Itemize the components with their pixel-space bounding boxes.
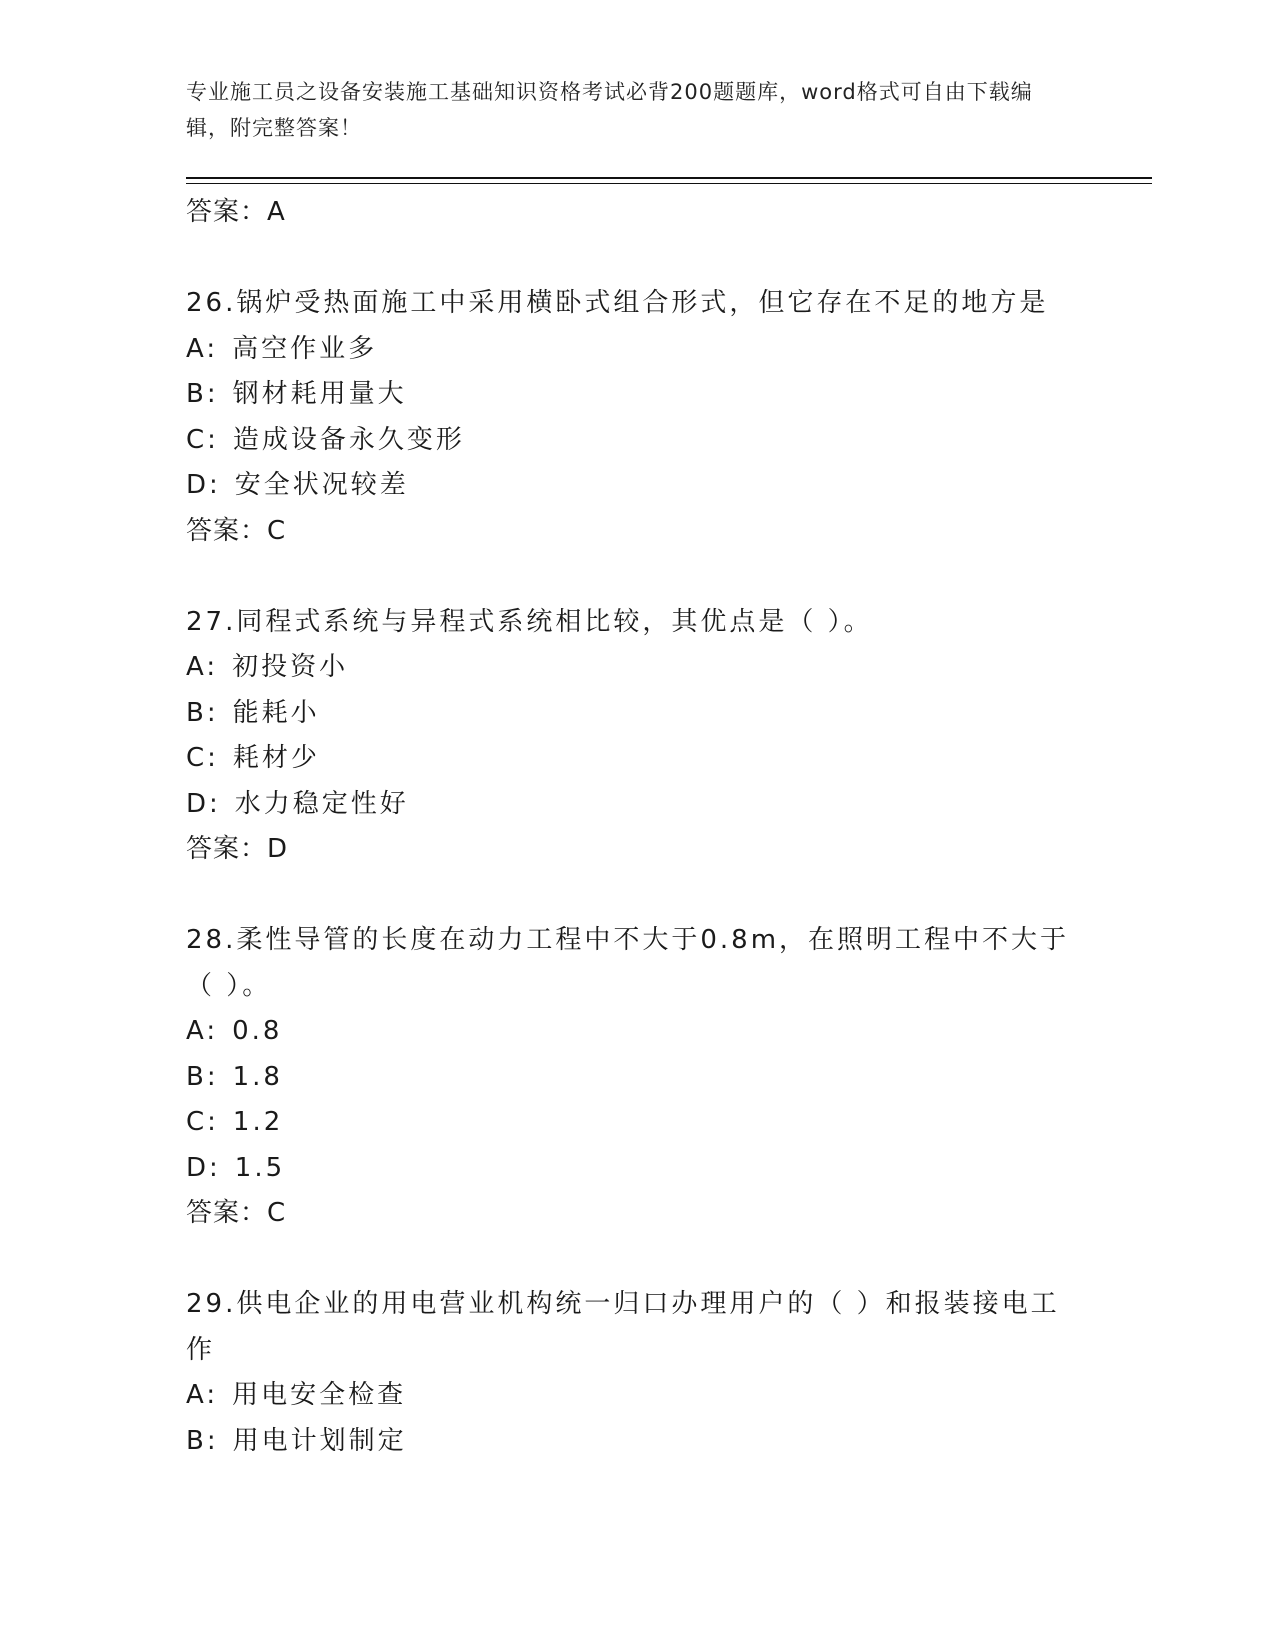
option-text: 用电计划制定 bbox=[232, 1425, 407, 1456]
option-key: A: bbox=[186, 652, 219, 682]
option-key: C: bbox=[186, 743, 219, 773]
option-b bbox=[186, 691, 1086, 737]
answer-line: 答案：D bbox=[186, 834, 289, 864]
question-stem: 27.同程式系统与异程式系统相比较，其优点是（ ）。 bbox=[186, 606, 873, 637]
option-text: 高空作业多 bbox=[232, 333, 378, 364]
option-text: 用电安全检查 bbox=[232, 1380, 407, 1410]
option-text: 能耗小 bbox=[232, 697, 320, 728]
answer-line: 答案：A bbox=[186, 197, 286, 227]
option-b bbox=[186, 1419, 1086, 1465]
option-b bbox=[186, 372, 1086, 418]
option-text: 1.8 bbox=[232, 1061, 283, 1092]
option-text: 造成设备永久变形 bbox=[232, 424, 465, 455]
answer-line: 答案：C bbox=[186, 515, 287, 546]
header-rule-thick bbox=[186, 177, 1152, 179]
option-d bbox=[186, 782, 1086, 828]
option-c bbox=[186, 1100, 1086, 1146]
option-c bbox=[186, 736, 1086, 782]
question-block bbox=[186, 281, 1086, 554]
question-block bbox=[186, 1282, 1086, 1464]
header-rule-thin bbox=[186, 183, 1152, 184]
option-key: A: bbox=[186, 1380, 219, 1410]
option-d bbox=[186, 1146, 1086, 1192]
option-key: D: bbox=[186, 470, 221, 500]
question-stem: 26.锅炉受热面施工中采用横卧式组合形式，但它存在不足的地方是 bbox=[186, 288, 1049, 318]
option-text: 安全状况较差 bbox=[234, 470, 409, 500]
option-d bbox=[186, 463, 1086, 509]
option-a bbox=[186, 1373, 1086, 1419]
option-key: B: bbox=[186, 379, 219, 409]
option-b bbox=[186, 1055, 1086, 1101]
option-key: A: bbox=[186, 1016, 219, 1046]
option-key: C: bbox=[186, 1107, 219, 1137]
option-text: 0.8 bbox=[232, 1016, 283, 1046]
option-text: 耗材少 bbox=[232, 743, 320, 773]
spacer bbox=[186, 873, 1086, 919]
question-block bbox=[186, 600, 1086, 873]
document-header: 专业施工员之设备安装施工基础知识资格考试必背200题题库，word格式可自由下载编辑，附完整答案！ bbox=[186, 80, 1033, 140]
option-key: B: bbox=[186, 1061, 219, 1092]
option-key: D: bbox=[186, 788, 221, 819]
option-key: C: bbox=[186, 424, 219, 455]
option-a bbox=[186, 645, 1086, 691]
answer-line: 答案：C bbox=[186, 1198, 287, 1228]
option-text: 初投资小 bbox=[232, 652, 349, 682]
question-stem: 29.供电企业的用电营业机构统一归口办理用户的（ ）和报装接电工作 bbox=[186, 1289, 1060, 1365]
spacer bbox=[186, 236, 1086, 282]
option-key: B: bbox=[186, 697, 219, 728]
option-text: 钢材耗用量大 bbox=[232, 379, 407, 409]
option-key: B: bbox=[186, 1425, 219, 1456]
question-block bbox=[186, 918, 1086, 1237]
option-text: 水力稳定性好 bbox=[234, 788, 409, 819]
option-a bbox=[186, 1009, 1086, 1055]
option-key: D: bbox=[186, 1152, 221, 1183]
spacer bbox=[186, 1237, 1086, 1283]
option-text: 1.5 bbox=[234, 1152, 286, 1183]
spacer bbox=[186, 554, 1086, 600]
option-key: A: bbox=[186, 333, 219, 364]
option-text: 1.2 bbox=[232, 1107, 284, 1137]
option-a bbox=[186, 327, 1086, 373]
question-list bbox=[186, 190, 1086, 1464]
question-stem: 28.柔性导管的长度在动力工程中不大于0.8m，在照明工程中不大于（ ）。 bbox=[186, 925, 1070, 1001]
option-c bbox=[186, 418, 1086, 464]
